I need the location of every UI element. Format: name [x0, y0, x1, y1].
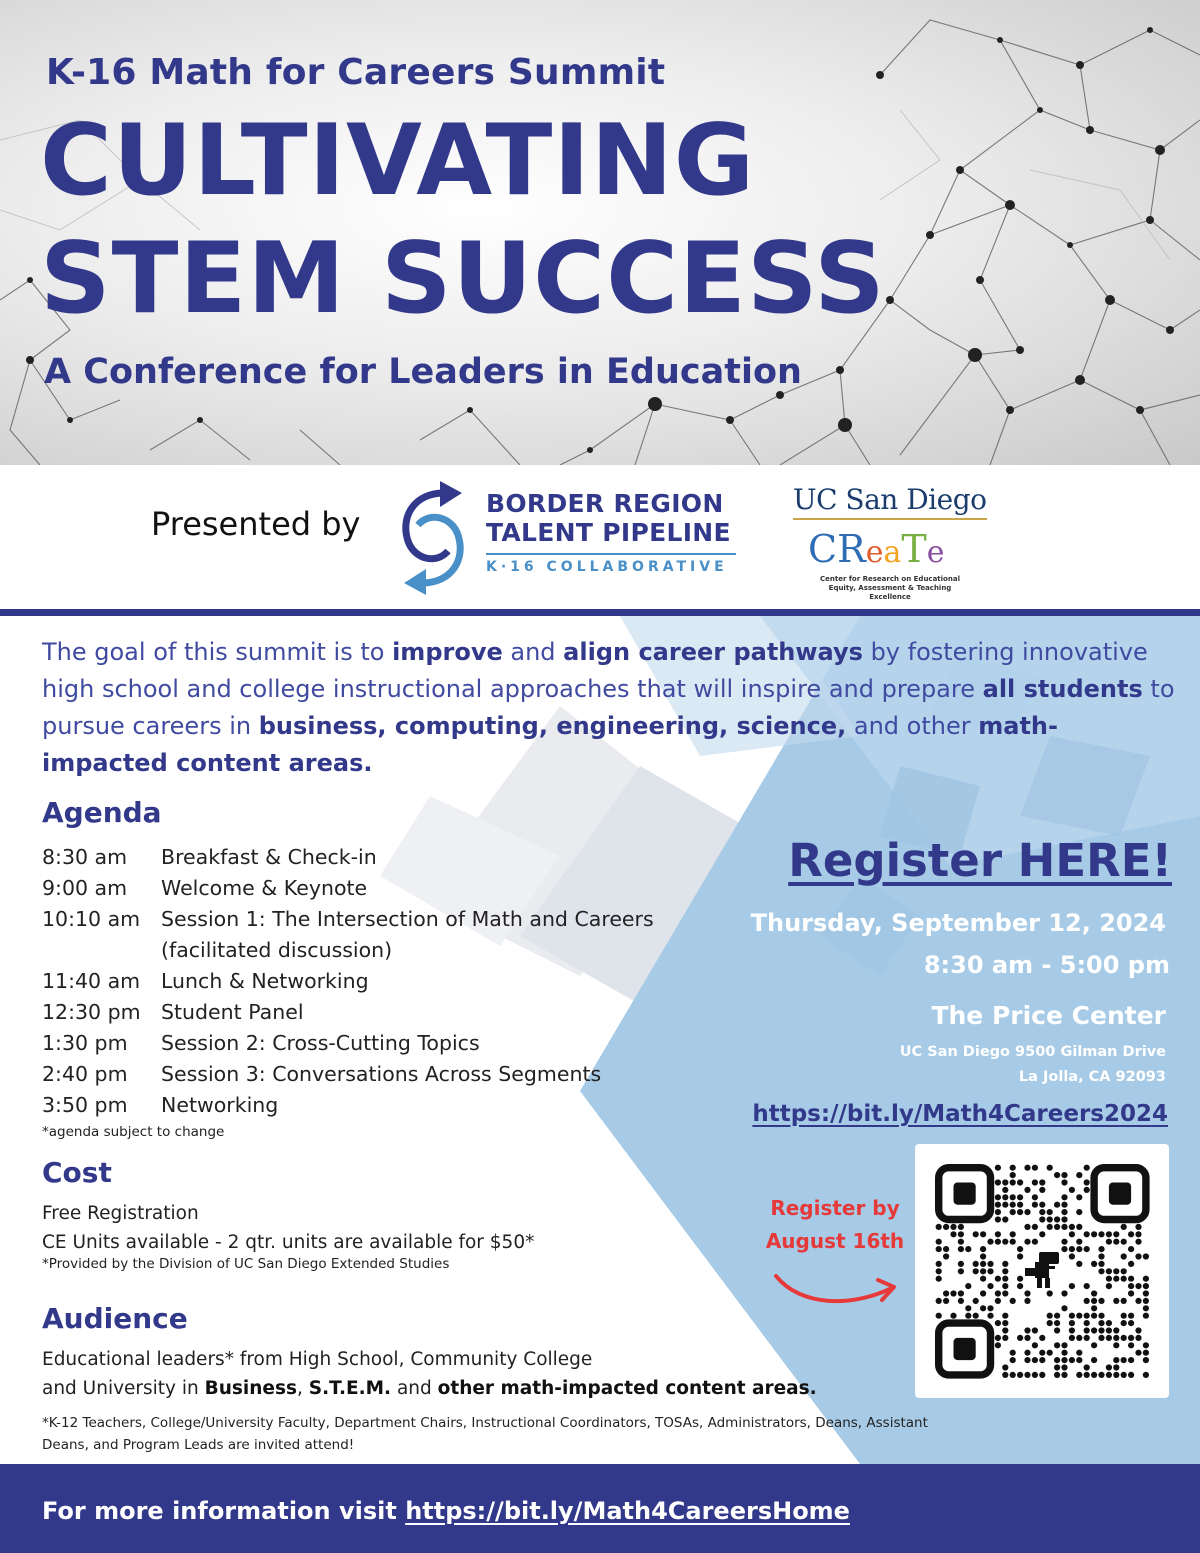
brtp-subtitle: K·16 COLLABORATIVE: [486, 553, 736, 575]
audience-text-3: and: [391, 1378, 438, 1399]
footer-link[interactable]: https://bit.ly/Math4CareersHome: [405, 1497, 850, 1525]
agenda-heading: Agenda: [42, 796, 162, 829]
registration-link[interactable]: https://bit.ly/Math4Careers2024: [752, 1101, 1168, 1127]
qr-code-icon: [915, 1144, 1169, 1398]
agenda-item: Student Panel: [161, 1000, 304, 1024]
footer-info: [42, 1497, 850, 1525]
agenda-time: 12:30 pm: [42, 1000, 141, 1024]
venue-address-line-1: UC San Diego 9500 Gilman Drive: [899, 1044, 1166, 1060]
agenda-row: [42, 904, 682, 935]
agenda-row: [42, 1059, 682, 1090]
ucsd-wordmark: UC San Diego: [793, 483, 987, 520]
agenda-list: [42, 842, 682, 1121]
summit-name: K-16 Math for Careers Summit: [46, 52, 666, 93]
agenda-item: Networking: [161, 1093, 279, 1117]
brtp-line-1: BORDER REGION: [486, 489, 724, 518]
brtp-wordmark: [486, 489, 731, 547]
event-date: Thursday, September 12, 2024: [750, 909, 1166, 937]
goal-text-5: and other: [846, 712, 979, 740]
agenda-time: 1:30 pm: [42, 1031, 128, 1055]
goal-text-2: and: [502, 638, 564, 666]
agenda-time: [42, 935, 161, 966]
venue-name: The Price Center: [931, 1001, 1166, 1030]
deadline-line-1: Register by: [770, 1196, 900, 1220]
footer-label: For more information visit: [42, 1497, 406, 1525]
audience-bold-2: S.T.E.M.: [308, 1378, 392, 1399]
audience-text-2: ,: [297, 1378, 309, 1399]
event-datetime: [751, 902, 1170, 986]
event-time: 8:30 am - 5:00 pm: [923, 951, 1170, 979]
agenda-note: *agenda subject to change: [42, 1124, 225, 1140]
audience-details: [42, 1345, 817, 1403]
agenda-item: Session 1: The Intersection of Math and Careers: [161, 907, 654, 931]
goal-bold-2: align career pathways: [563, 638, 863, 666]
venue-address: [900, 1040, 1166, 1090]
agenda-row: [42, 935, 682, 966]
agenda-time: 3:50 pm: [42, 1093, 128, 1117]
cost-heading: Cost: [42, 1156, 112, 1189]
agenda-item: Welcome & Keynote: [161, 876, 368, 900]
create-letter-c: C: [808, 527, 838, 571]
brtp-logo-icon: [392, 479, 474, 597]
audience-footnote: *K-12 Teachers, College/University Faculty, Department Chairs, Instructional Coordinators, TOSAs, Administrators, Deans, Assistant Deans, and Program Leads are invited attend!: [42, 1415, 928, 1453]
audience-line-1: Educational leaders* from High School, Community College: [42, 1349, 593, 1370]
section-divider: [0, 609, 1200, 616]
create-subtitle: [810, 575, 970, 602]
footer-bar: [0, 1464, 1200, 1553]
agenda-time: 9:00 am: [42, 876, 128, 900]
tagline: A Conference for Leaders in Education: [44, 352, 802, 392]
agenda-item: (facilitated discussion): [161, 938, 393, 962]
audience-bold-1: Business: [204, 1378, 298, 1399]
agenda-row: [42, 842, 682, 873]
goal-bold-4: business, computing, engineering, science,: [258, 712, 847, 740]
create-logo: [808, 527, 944, 571]
agenda-row: [42, 966, 682, 997]
audience-heading: Audience: [42, 1302, 188, 1335]
hero-banner: [0, 0, 1200, 465]
agenda-time: 11:40 am: [42, 969, 141, 993]
cost-line-2: CE Units available - 2 qtr. units are available for $50*: [42, 1232, 535, 1253]
goal-text-1: The goal of this summit is to: [42, 638, 393, 666]
headline: [40, 102, 886, 338]
cost-line-1: Free Registration: [42, 1203, 199, 1224]
brtp-line-2: TALENT PIPELINE: [486, 518, 731, 547]
register-heading-link[interactable]: Register HERE!: [788, 834, 1172, 887]
create-letter-r: R: [837, 527, 866, 571]
arrow-icon: [770, 1262, 910, 1312]
audience-bold-3: other math-impacted content areas.: [437, 1378, 817, 1399]
create-letter-a: a: [883, 535, 902, 570]
cost-note: *Provided by the Division of UC San Diego Extended Studies: [42, 1256, 450, 1272]
cost-details: [42, 1199, 534, 1257]
deadline-callout: [760, 1192, 910, 1258]
presented-by-label: Presented by: [151, 505, 361, 543]
headline-line-2: STEM SUCCESS: [40, 222, 886, 336]
agenda-item: Breakfast & Check-in: [161, 845, 377, 869]
goal-text-4: to pursue careers in: [42, 675, 1175, 740]
agenda-time: 2:40 pm: [42, 1062, 128, 1086]
agenda-row: [42, 873, 682, 904]
create-letter-e: e: [865, 535, 884, 570]
goal-statement: [42, 634, 1182, 782]
agenda-time: 10:10 am: [42, 907, 141, 931]
agenda-row: [42, 1090, 682, 1121]
create-sub-line-2: Equity, Assessment & Teaching Excellence: [828, 584, 952, 601]
main-content: [0, 616, 1200, 1464]
agenda-item: Session 3: Conversations Across Segments: [161, 1062, 602, 1086]
goal-text-3: by fostering innovative high school and college instructional approaches that will inspire and prepare: [42, 638, 1148, 703]
goal-bold-5: math-impacted content areas.: [42, 712, 1058, 777]
create-sub-line-1: Center for Research on Educational: [820, 575, 960, 583]
goal-bold-3: all students: [982, 675, 1143, 703]
create-letter-t: T: [901, 527, 927, 571]
headline-line-1: CULTIVATING: [40, 104, 756, 218]
agenda-row: [42, 1028, 682, 1059]
audience-text-1: and University in: [42, 1378, 205, 1399]
presenters-strip: [0, 465, 1200, 610]
audience-line-2: [42, 1374, 817, 1403]
goal-bold-1: improve: [392, 638, 503, 666]
venue-address-line-2: La Jolla, CA 92093: [1018, 1069, 1166, 1085]
agenda-row: [42, 997, 682, 1028]
agenda-item: Lunch & Networking: [161, 969, 369, 993]
qr-code[interactable]: [915, 1144, 1169, 1398]
agenda-time: 8:30 am: [42, 845, 128, 869]
deadline-line-2: August 16th: [765, 1229, 905, 1253]
agenda-item: Session 2: Cross-Cutting Topics: [161, 1031, 480, 1055]
create-letter-e2: e: [926, 535, 945, 570]
